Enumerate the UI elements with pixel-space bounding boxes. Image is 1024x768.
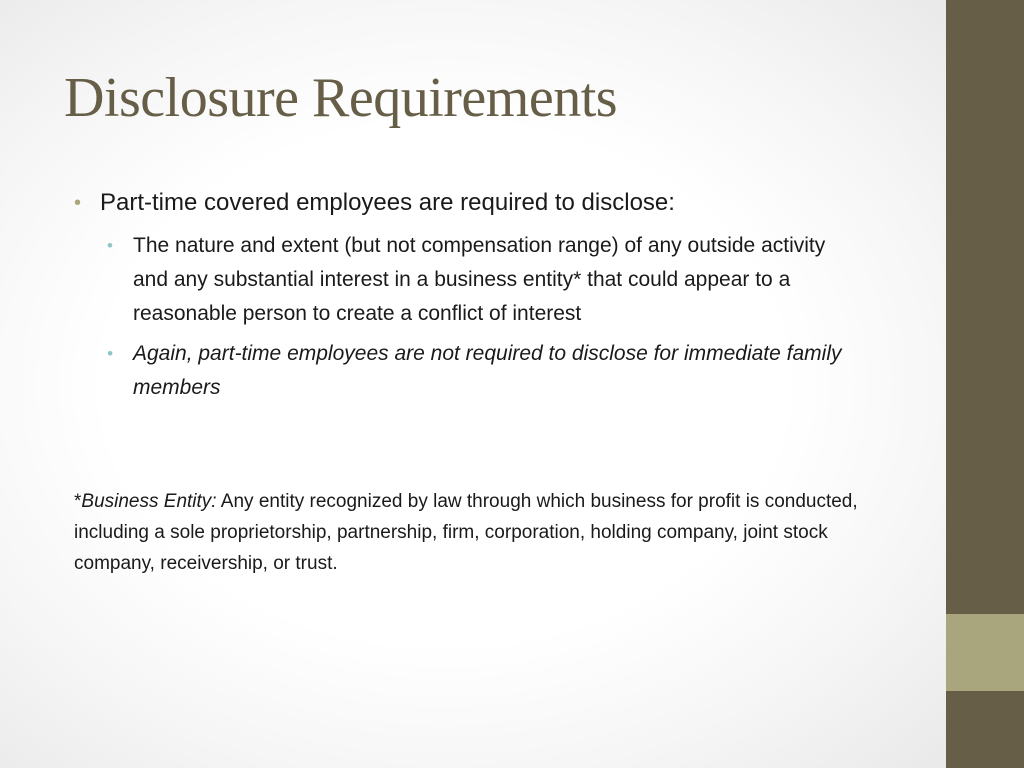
sidebar-accent-block [946, 614, 1024, 691]
bullet-dot-icon: • [74, 192, 82, 214]
footnote-definition: Any entity recognized by law through which business for profit is conducted, including a sole proprietorship, partnership, firm, corporation, holding company, joint stock company, receivership, or trust. [74, 491, 858, 574]
sub-bullet-item [105, 337, 865, 405]
sub-bullet-text: Again, part-time employees are not required to disclose for immediate family members [133, 342, 842, 399]
bullet-list [72, 186, 892, 411]
bullet-item [72, 186, 892, 220]
sub-bullet-dot-icon: • [107, 344, 113, 363]
sub-bullet-list [105, 229, 865, 405]
footnote-marker: * [74, 491, 82, 512]
footnote-term: Business Entity: [81, 491, 217, 512]
slide-title: Disclosure Requirements [64, 67, 618, 129]
footnote [74, 486, 874, 579]
sub-bullet-text: The nature and extent (but not compensation range) of any outside activity and any substantial interest in a business entity* that could appear to a reasonable person to create a conflict of interest [133, 234, 826, 325]
bullet-text: Part-time covered employees are required to disclose: [100, 189, 675, 216]
sub-bullet-item [105, 229, 865, 331]
sub-bullet-dot-icon: • [107, 236, 113, 255]
